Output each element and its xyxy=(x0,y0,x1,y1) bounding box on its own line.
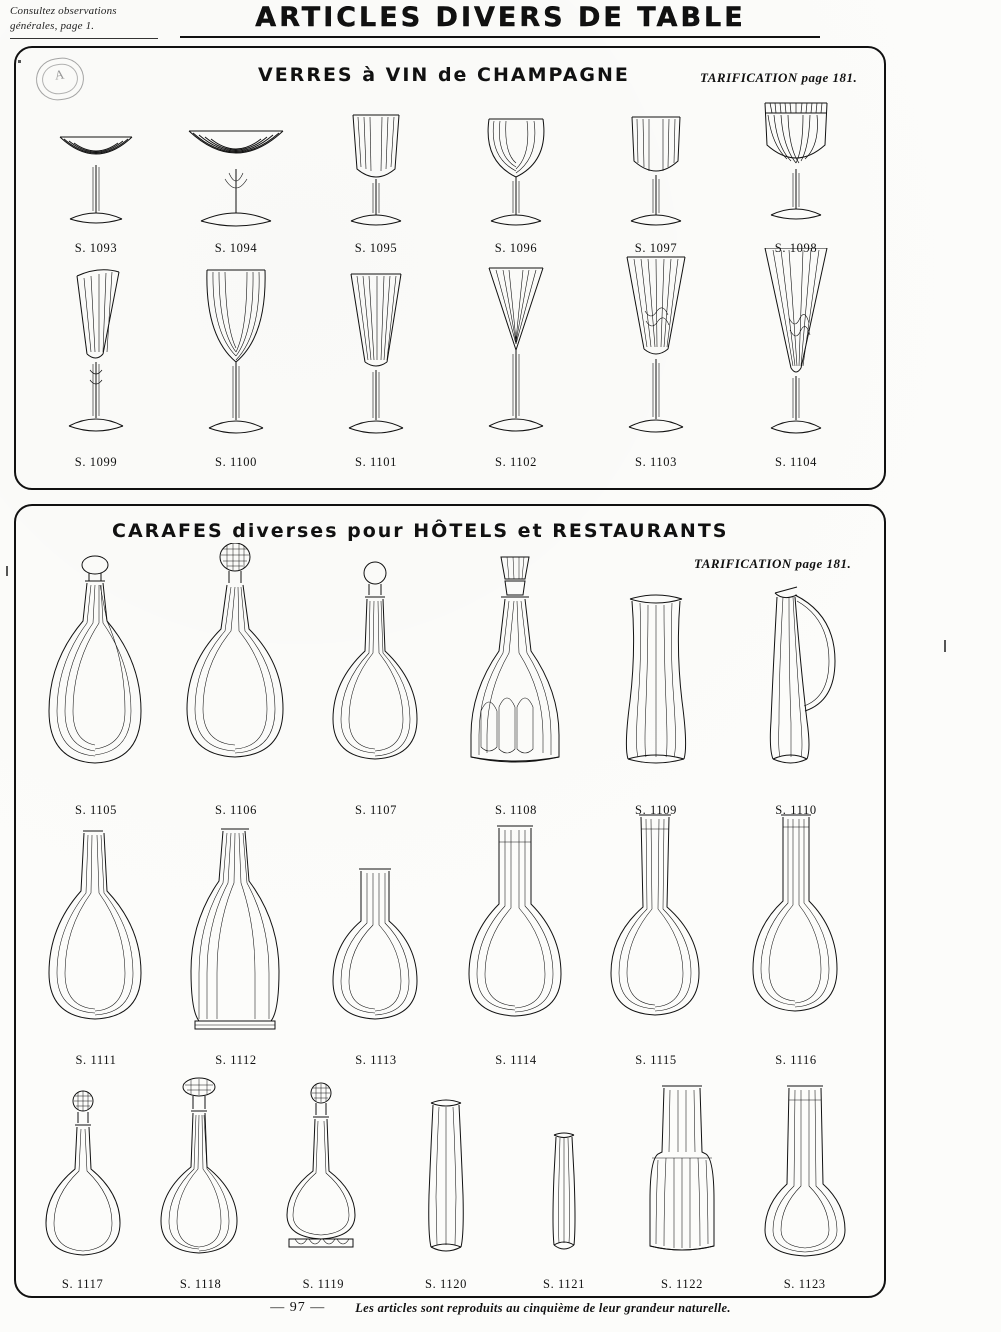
carafe-vase-flare-illustration xyxy=(596,551,716,801)
carafe-decanter-stopper-cut-illustration xyxy=(171,543,301,801)
item-ref: S. 1115 xyxy=(635,1053,677,1067)
item-cell[interactable] xyxy=(262,1082,385,1292)
item-ref: S. 1101 xyxy=(355,455,397,469)
item-cell[interactable] xyxy=(726,548,866,818)
item-ref: S. 1120 xyxy=(425,1277,467,1291)
carafe-decanter-ribbed-illustration xyxy=(311,551,441,801)
item-cell[interactable] xyxy=(446,260,586,470)
item-cell[interactable] xyxy=(446,818,586,1068)
item-cell[interactable] xyxy=(306,818,446,1068)
item-ref: S. 1097 xyxy=(634,241,678,255)
scan-mark xyxy=(6,566,8,576)
item-cell[interactable] xyxy=(306,260,446,470)
item-ref: S. 1107 xyxy=(355,803,397,817)
item-ref: S. 1095 xyxy=(354,241,398,255)
glass-cone-stem-illustration xyxy=(461,258,571,453)
carafe-wide-neck-illustration xyxy=(451,816,581,1051)
item-ref: S. 1109 xyxy=(635,803,677,817)
carafes-row-1 xyxy=(26,548,866,818)
item-cell[interactable] xyxy=(586,96,726,256)
carafe-decanter-stopper-round-illustration xyxy=(31,551,161,801)
item-cell[interactable] xyxy=(446,548,586,818)
glass-trumpet-flute-illustration xyxy=(741,248,851,453)
section-carafes-title: CARAFES diverses pour HÔTELS et RESTAURANTS xyxy=(112,520,729,542)
carafe-decanter-faceted-illustration xyxy=(451,551,581,801)
item-cell[interactable] xyxy=(26,96,166,256)
scan-mark xyxy=(944,640,946,652)
section-carafes-tarification: TARIFICATION page 181. xyxy=(694,556,852,571)
item-cell[interactable] xyxy=(385,1082,508,1292)
item-ref: S. 1119 xyxy=(302,1277,345,1291)
item-cell[interactable] xyxy=(26,260,166,470)
item-ref: S. 1111 xyxy=(75,1053,117,1067)
item-ref: S. 1103 xyxy=(635,455,677,469)
item-ref: S. 1106 xyxy=(215,803,257,817)
item-ref: S. 1105 xyxy=(75,803,117,817)
carafe-small-decanter-stopper-illustration xyxy=(28,1085,138,1275)
verres-row-1 xyxy=(26,96,866,256)
item-ref: S. 1121 xyxy=(543,1277,585,1291)
page-footer xyxy=(0,1300,1001,1316)
item-cell[interactable] xyxy=(726,96,866,256)
item-ref: S. 1100 xyxy=(215,455,257,469)
item-cell[interactable] xyxy=(26,548,166,818)
item-ref: S. 1123 xyxy=(783,1277,826,1291)
carafe-bulb-illustration xyxy=(731,811,861,1051)
item-ref: S. 1102 xyxy=(495,455,537,469)
glass-cut-flute-illustration xyxy=(601,253,711,453)
item-ref: S. 1099 xyxy=(74,455,118,469)
item-cell[interactable] xyxy=(306,96,446,256)
item-cell[interactable] xyxy=(507,1082,620,1292)
glass-conic-flute-illustration xyxy=(321,258,431,453)
item-cell[interactable] xyxy=(726,260,866,470)
item-cell[interactable] xyxy=(166,818,306,1068)
item-ref: S. 1094 xyxy=(214,241,258,255)
page-title: ARTICLES DIVERS DE TABLE xyxy=(255,2,746,33)
item-ref: S. 1113 xyxy=(355,1053,397,1067)
item-ref: S. 1118 xyxy=(179,1277,222,1291)
item-cell[interactable] xyxy=(446,96,586,256)
item-cell[interactable] xyxy=(621,1082,744,1292)
item-cell[interactable] xyxy=(26,1082,139,1292)
section-verres-tarification: TARIFICATION page 181. xyxy=(700,70,858,85)
page-title-underline xyxy=(180,36,820,38)
carafe-jug-handle-illustration xyxy=(731,551,861,801)
item-cell[interactable] xyxy=(586,260,726,470)
item-cell[interactable] xyxy=(166,260,306,470)
item-ref: S. 1122 xyxy=(661,1277,703,1291)
item-ref: S. 1117 xyxy=(61,1277,104,1291)
carafe-bulb-tumbler-illustration xyxy=(745,1080,865,1275)
carafe-short-neck-illustration xyxy=(311,821,441,1051)
glass-tulip-illustration xyxy=(321,99,431,239)
item-cell[interactable] xyxy=(726,818,866,1068)
item-ref: S. 1112 xyxy=(215,1053,257,1067)
item-ref: S. 1104 xyxy=(775,455,817,469)
carafe-decanter-footed-illustration xyxy=(263,1075,383,1275)
carafe-long-neck-illustration xyxy=(591,811,721,1051)
footer-note: Les articles sont reproduits au cinquième de leur grandeur naturelle. xyxy=(355,1300,731,1315)
carafe-bottle-plain-illustration xyxy=(391,1085,501,1275)
item-ref: S. 1098 xyxy=(774,241,818,255)
item-ref: S. 1116 xyxy=(775,1053,817,1067)
glass-narrow-flute-illustration xyxy=(41,258,151,453)
glass-coupe-low-illustration xyxy=(36,109,156,239)
item-cell[interactable] xyxy=(743,1082,866,1292)
item-cell[interactable] xyxy=(26,818,166,1068)
item-cell[interactable] xyxy=(166,548,306,818)
observations-note-rule xyxy=(10,38,158,39)
carafe-bottle-small-illustration xyxy=(514,1125,614,1275)
carafe-tumbler-carafe-illustration xyxy=(622,1080,742,1275)
item-ref: S. 1108 xyxy=(495,803,537,817)
carafe-ribbed-foot-illustration xyxy=(171,821,301,1051)
carafe-decanter-stopper-tall-illustration xyxy=(141,1075,261,1275)
verres-row-2 xyxy=(26,260,866,470)
item-ref: S. 1096 xyxy=(494,241,538,255)
item-cell[interactable] xyxy=(139,1082,262,1292)
observations-note-line2: générales, page 1. xyxy=(10,20,95,32)
section-verres-title: VERRES à VIN de CHAMPAGNE xyxy=(258,64,630,86)
glass-coupe-wide-illustration xyxy=(171,109,301,239)
stamp-letter: A xyxy=(53,66,66,83)
glass-cut-bowl-illustration xyxy=(741,89,851,239)
carafe-plain-illustration xyxy=(31,821,161,1051)
item-ref: S. 1093 xyxy=(74,241,118,255)
item-cell[interactable] xyxy=(166,96,306,256)
item-cell[interactable] xyxy=(586,548,726,818)
glass-tall-tulip-illustration xyxy=(181,258,291,453)
item-cell[interactable] xyxy=(586,818,726,1068)
item-ref: S. 1114 xyxy=(495,1053,537,1067)
carafes-row-3 xyxy=(26,1082,866,1292)
glass-straight-bowl-illustration xyxy=(601,99,711,239)
observations-note-line1: Consultez observations xyxy=(10,5,117,17)
carafes-row-2 xyxy=(26,818,866,1068)
glass-balloon-illustration xyxy=(461,99,571,239)
item-cell[interactable] xyxy=(306,548,446,818)
folio-number: — 97 — xyxy=(270,1300,326,1315)
item-ref: S. 1110 xyxy=(775,803,817,817)
